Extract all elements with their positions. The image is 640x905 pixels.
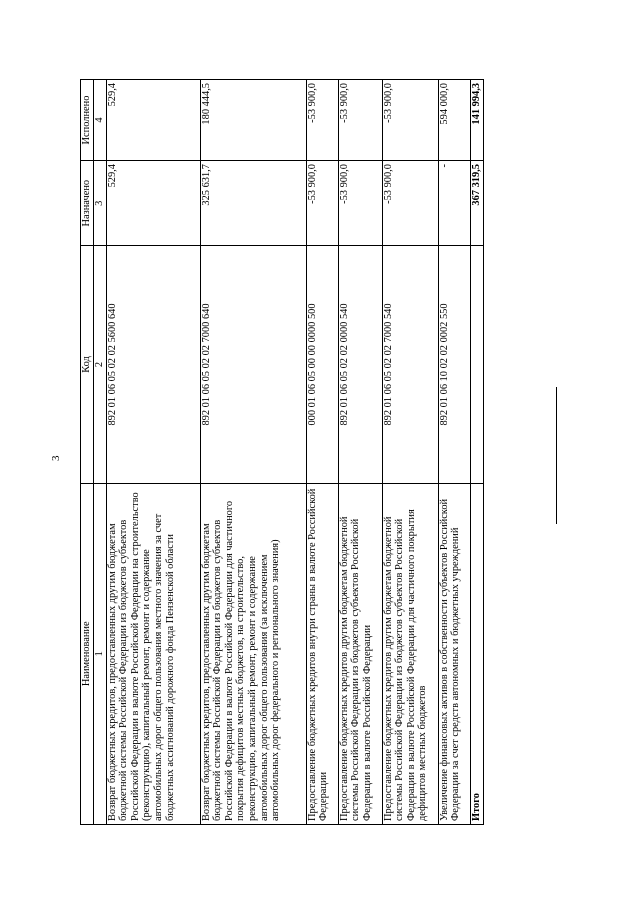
column-index: 1 <box>94 483 107 824</box>
row-assigned: -53 900,0 <box>306 161 338 246</box>
row-code: 892 01 06 05 02 02 5600 640 <box>106 246 200 483</box>
table-row <box>200 80 306 825</box>
row-name: Возврат бюджетных кредитов, предоставленных другим бюджетам бюджетной системы Российской Федерации из бюджетов субъектов Российской Федерации в валюте Российской Федерации на строительство (реконструкцию), капитальный ремонт, ремонт и содержание автомобильных дорог общего пользования местного значения за счет бюджетных ассигнований дорожного фонда Пензенской области <box>106 483 200 824</box>
row-assigned: - <box>438 161 470 246</box>
header-assigned: Назначено <box>81 161 94 246</box>
row-name: Возврат бюджетных кредитов, предоставленных другим бюджетам бюджетной системы Российской Федерации из бюджетов субъектов Российской Федерации в валюте Российской Федерации для частичного покрытия дефицитов местных бюджетов, на строительство, реконструкцию, капитальный ремонт, ремонт и содержание автомобильных дорог общего пользования (за исключением автомобильных дорог федерального и регионального значения) <box>200 483 306 824</box>
row-executed: 180 444,5 <box>200 80 306 161</box>
total-row <box>470 80 483 825</box>
row-code: 892 01 06 05 02 02 7000 540 <box>382 246 438 483</box>
row-executed: 529,4 <box>106 80 200 161</box>
row-executed: -53 900,0 <box>306 80 338 161</box>
row-assigned: -53 900,0 <box>382 161 438 246</box>
page-number: 3 <box>50 455 62 461</box>
row-name: Предоставление бюджетных кредитов внутри страны в валюте Российской Федерации <box>306 483 338 824</box>
divider-line <box>556 387 557 524</box>
table-row <box>306 80 338 825</box>
header-executed: Исполнено <box>81 80 94 161</box>
row-name: Увеличение финансовых активов в собственности субъектов Российской Федерации за счет средств автономных и бюджетных учреждений <box>438 483 470 824</box>
row-assigned: -53 900,0 <box>338 161 382 246</box>
total-label: Итого <box>470 483 483 824</box>
row-executed: -53 900,0 <box>338 80 382 161</box>
row-assigned: 529,4 <box>106 161 200 246</box>
budget-table <box>80 79 484 825</box>
row-executed: 594 000,0 <box>438 80 470 161</box>
row-code: 892 01 06 10 02 02 0002 550 <box>438 246 470 483</box>
table-row <box>438 80 470 825</box>
total-code-empty <box>470 246 483 483</box>
table-header-row <box>81 80 94 825</box>
header-code: Код <box>81 246 94 483</box>
column-index: 4 <box>94 80 107 161</box>
column-index-row <box>94 80 107 825</box>
row-executed: -53 900,0 <box>382 80 438 161</box>
row-code: 000 01 06 05 00 00 0000 500 <box>306 246 338 483</box>
table-row <box>338 80 382 825</box>
row-assigned: 325 631,7 <box>200 161 306 246</box>
table-row <box>382 80 438 825</box>
total-executed: 141 994,3 <box>470 80 483 161</box>
row-name: Предоставление бюджетных кредитов другим бюджетам бюджетной системы Российской Федерации из бюджетов субъектов Российской Федерации в валюте Российской Федерации для частичного покрытия дефицитов местных бюджетов <box>382 483 438 824</box>
column-index: 2 <box>94 246 107 483</box>
column-index: 3 <box>94 161 107 246</box>
total-assigned: 367 319,5 <box>470 161 483 246</box>
row-code: 892 01 06 05 02 02 0000 540 <box>338 246 382 483</box>
row-code: 892 01 06 05 02 02 7000 640 <box>200 246 306 483</box>
header-name: Наименование <box>81 483 94 824</box>
table-row <box>106 80 200 825</box>
row-name: Предоставление бюджетных кредитов другим бюджетам бюджетной системы Российской Федерации из бюджетов субъектов Российской Федерации в валюте Российской Федерации <box>338 483 382 824</box>
